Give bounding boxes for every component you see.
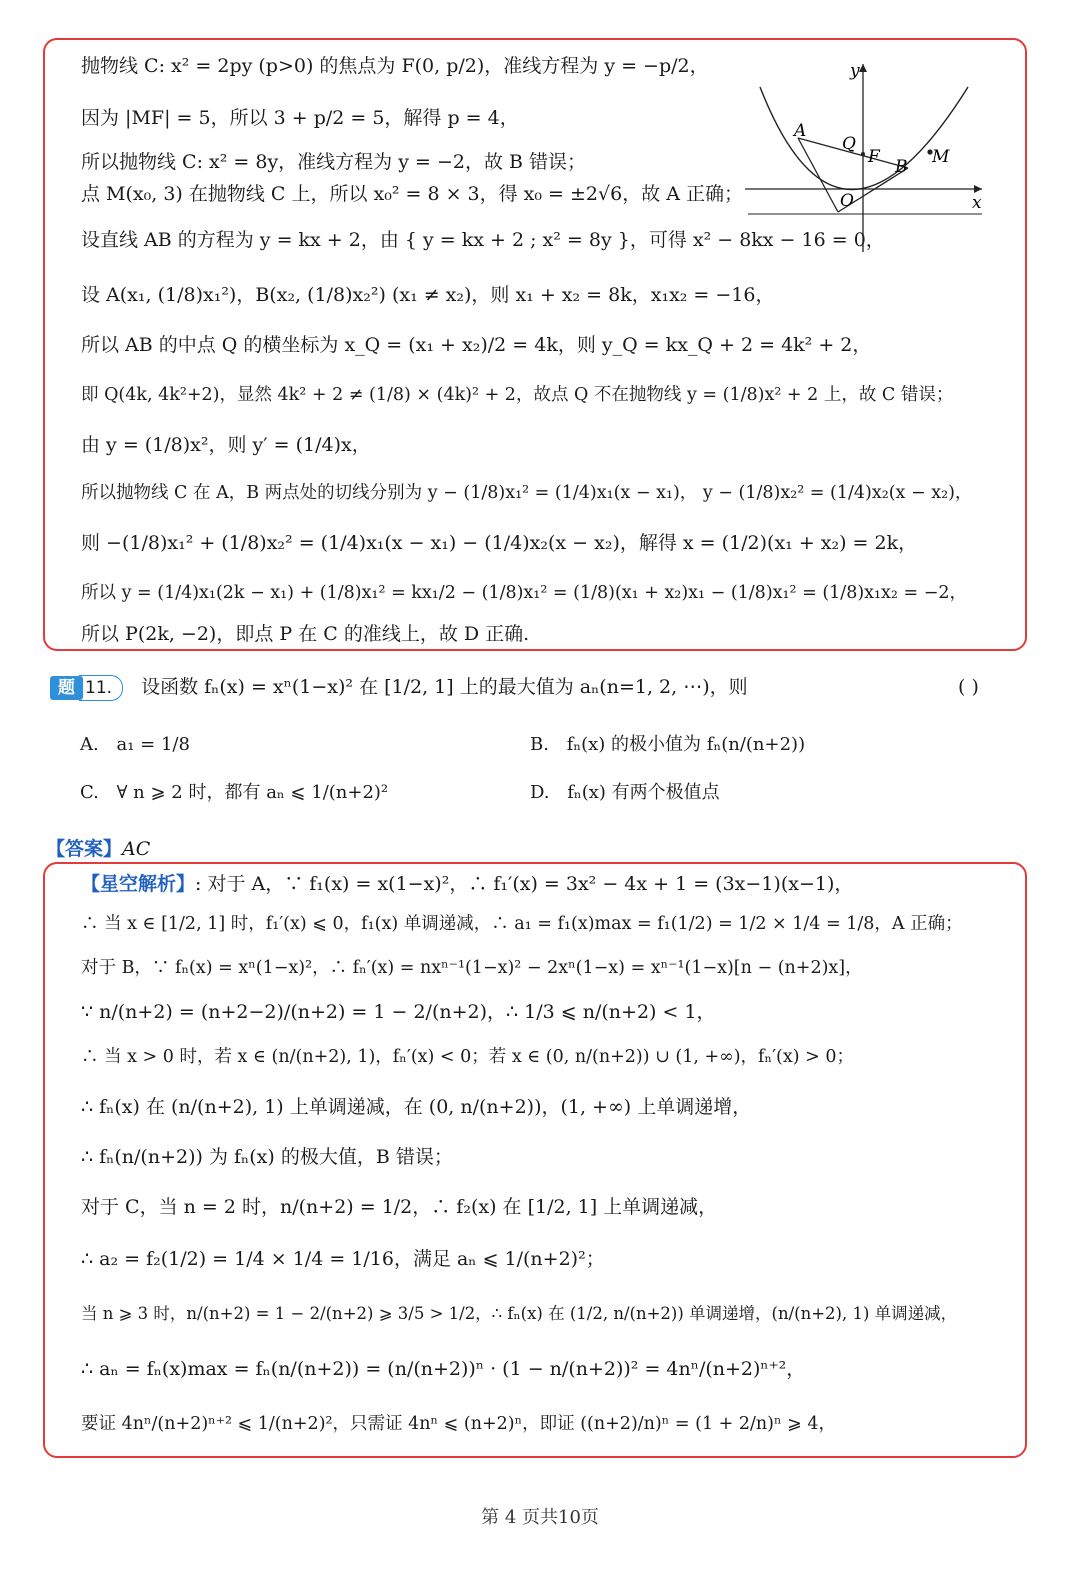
label-o: O <box>840 191 854 211</box>
option-b-text: fₙ(x) 的极小值为 fₙ(n/(n+2)) <box>566 734 806 755</box>
answer-value: AC <box>122 838 151 860</box>
solution-line: 当 n ⩾ 3 时，n/(n+2) = 1 − 2/(n+2) ⩾ 3/5 > 1/2，∴ fₙ(x) 在 (1/2, n/(n+2)) 单调递增，(n/(n+2), 1) 单调递减， <box>81 1304 958 1323</box>
solution-line: 则 −(1/8)x₁² + (1/8)x₂² = (1/4)x₁(x − x₁) − (1/4)x₂(x − x₂)，解得 x = (1/2)(x₁ + x₂) = 2k， <box>81 532 918 554</box>
option-a-text: a₁ = 1/8 <box>116 734 190 755</box>
solution-line: 抛物线 C: x² = 2py (p>0) 的焦点为 F(0, p/2)，准线方程为 y = −p/2， <box>81 55 709 77</box>
solution-line: 所以抛物线 C: x² = 8y，准线方程为 y = −2，故 B 错误； <box>81 151 586 173</box>
parabola-curve <box>760 87 968 190</box>
analysis-first-line: : 对于 A，∵ f₁(x) = x(1−x)²，∴ f₁′(x) = 3x² − 4x + 1 = (3x−1)(x−1)， <box>195 873 854 895</box>
solution-line: ∴ a₂ = f₂(1/2) = 1/4 × 1/4 = 1/16，满足 aₙ ⩽ 1/(n+2)²； <box>81 1248 605 1270</box>
solution-line: 所以 AB 的中点 Q 的横坐标为 x_Q = (x₁ + x₂)/2 = 4k，则 y_Q = kx_Q + 2 = 4k² + 2， <box>81 334 872 356</box>
solution-line: 设直线 AB 的方程为 y = kx + 2，由 { y = kx + 2 ; x² = 8y }，可得 x² − 8kx − 16 = 0， <box>81 229 885 251</box>
solution-box-2 <box>43 862 1027 1458</box>
y-axis-label: y <box>850 61 860 81</box>
point-q <box>861 152 865 156</box>
solution-line <box>81 872 853 896</box>
page-footer: 第 4 页共10页 <box>481 1507 599 1528</box>
option-b-label: B. <box>530 734 549 755</box>
solution-line: 对于 C，当 n = 2 时，n/(n+2) = 1/2，∴ f₂(x) 在 [1/2, 1] 上单调递减， <box>81 1196 718 1218</box>
option-d-text: fₙ(x) 有两个极值点 <box>567 782 720 803</box>
answer-tag: 【答案】 <box>46 838 123 860</box>
option-a <box>80 733 190 757</box>
label-q: Q <box>842 134 856 154</box>
label-f: F <box>868 147 880 167</box>
option-a-label: A. <box>80 734 99 755</box>
solution-line: ∵ n/(n+2) = (n+2−2)/(n+2) = 1 − 2/(n+2)，∴ 1/3 ⩽ n/(n+2) < 1， <box>81 1001 716 1023</box>
solution-line: 即 Q(4k, 4k²+2)，显然 4k² + 2 ≠ (1/8) × (4k)² + 2，故点 Q 不在抛物线 y = (1/8)x² + 2 上，故 C 错误； <box>81 385 954 405</box>
parabola-figure <box>740 52 990 262</box>
solution-line: 由 y = (1/8)x²，则 y′ = (1/4)x， <box>81 434 371 456</box>
x-axis-arrow <box>974 185 982 193</box>
question-number: 11. <box>79 675 123 701</box>
solution-line: ∴ 当 x > 0 时，若 x ∈ (n/(n+2), 1)，fₙ′(x) < 0；若 x ∈ (0, n/(n+2)) ∪ (1, +∞)，fₙ′(x) > 0； <box>81 1047 854 1067</box>
solution-line: ∴ aₙ = fₙ(x)max = fₙ(n/(n+2)) = (n/(n+2))ⁿ · (1 − n/(n+2))² = 4nⁿ/(n+2)ⁿ⁺²， <box>81 1358 806 1380</box>
solution-line: 所以抛物线 C 在 A，B 两点处的切线分别为 y − (1/8)x₁² = (1/4)x₁(x − x₁)， y − (1/8)x₂² = (1/4)x₂(x − x₂)， <box>81 483 973 503</box>
solution-line: 点 M(x₀, 3) 在抛物线 C 上，所以 x₀² = 8 × 3，得 x₀ = ±2√6，故 A 正确； <box>81 183 744 205</box>
label-b: B <box>895 157 908 177</box>
solution-line: ∴ 当 x ∈ [1/2, 1] 时，f₁′(x) ⩽ 0，f₁(x) 单调递减，∴ a₁ = f₁(x)max = f₁(1/2) = 1/2 × 1/4 = 1/8，A 正确； <box>81 914 963 934</box>
option-d-label: D. <box>530 782 550 803</box>
question-badge: 题 <box>50 676 83 700</box>
question-line <box>50 675 748 701</box>
option-c <box>80 781 388 805</box>
option-b <box>530 733 805 757</box>
answer-bracket: ( ) <box>958 676 979 698</box>
label-m: M <box>932 147 950 167</box>
solution-line: ∴ fₙ(x) 在 (n/(n+2), 1) 上单调递减，在 (0, n/(n+2))，(1, +∞) 上单调递增， <box>81 1096 752 1118</box>
solution-line: 要证 4nⁿ/(n+2)ⁿ⁺² ⩽ 1/(n+2)²，只需证 4nⁿ ⩽ (n+2)ⁿ，即证 ((n+2)/n)ⁿ = (1 + 2/n)ⁿ ⩾ 4， <box>81 1414 836 1434</box>
label-a: A <box>794 121 807 141</box>
solution-line: 因为 |MF| = 5，所以 3 + p/2 = 5，解得 p = 4， <box>81 107 519 129</box>
solution-line: ∴ fₙ(n/(n+2)) 为 fₙ(x) 的极大值，B 错误； <box>81 1146 453 1168</box>
solution-line: 所以 P(2k, −2)，即点 P 在 C 的准线上，故 D 正确. <box>81 623 530 645</box>
solution-line: 所以 y = (1/4)x₁(2k − x₁) + (1/8)x₁² = kx₁/2 − (1/8)x₁² = (1/8)(x₁ + x₂)x₁ − (1/8)x₁² = (1/8)x₁x₂ = −2， <box>81 583 968 603</box>
solution-line: 对于 B，∵ fₙ(x) = xⁿ(1−x)²，∴ fₙ′(x) = nxⁿ⁻¹(1−x)² − 2xⁿ(1−x) = xⁿ⁻¹(1−x)[n − (n+2)x]， <box>81 958 863 978</box>
option-c-text: ∀ n ⩾ 2 时，都有 aₙ ⩽ 1/(n+2)² <box>116 782 389 803</box>
question-text: 设函数 fₙ(x) = xⁿ(1−x)² 在 [1/2, 1] 上的最大值为 aₙ(n=1, 2, ⋯)，则 <box>141 676 748 698</box>
y-axis-arrow <box>859 64 867 72</box>
option-c-label: C. <box>80 782 99 803</box>
answer-line <box>46 834 150 861</box>
solution-line: 设 A(x₁, (1/8)x₁²)，B(x₂, (1/8)x₂²) (x₁ ≠ x₂)，则 x₁ + x₂ = 8k，x₁x₂ = −16， <box>81 284 775 306</box>
analysis-tag: 【星空解析】 <box>81 873 196 895</box>
x-axis-label: x <box>972 193 982 213</box>
option-d <box>530 781 720 805</box>
tangent-a <box>798 138 838 212</box>
